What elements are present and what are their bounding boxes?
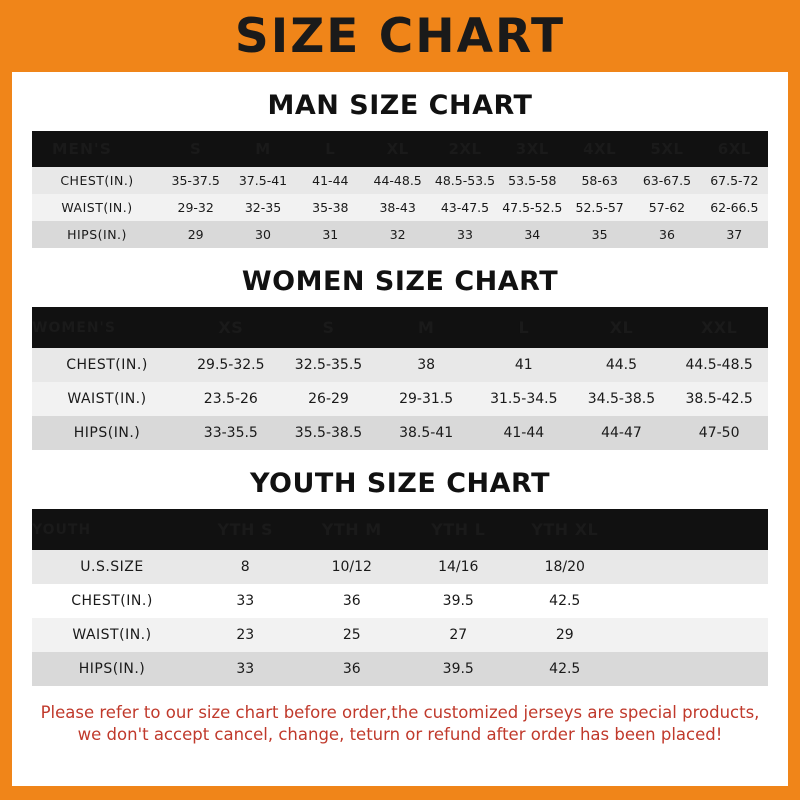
cell: 29-31.5 — [399, 391, 454, 407]
men-table-header-row — [32, 131, 768, 167]
women-header-cell: WOMEN'S — [32, 319, 116, 336]
cell: 32.5-35.5 — [294, 357, 363, 373]
men-header-cell: MEN'S — [52, 140, 112, 158]
women-size-table — [32, 307, 768, 450]
women-header-cell: L — [518, 318, 530, 337]
cell: 35 — [591, 227, 608, 242]
cell: 38.5-41 — [399, 425, 454, 441]
women-header-cell: XXL — [700, 318, 738, 337]
cell: 36 — [659, 227, 675, 242]
cell: 38.5-42.5 — [685, 391, 753, 407]
men-header-cell: 4XL — [583, 140, 617, 158]
cell-spacer — [618, 652, 768, 686]
youth-header-cell: YTH M — [321, 520, 382, 539]
cell: 25 — [342, 627, 361, 643]
cell: 58-63 — [581, 173, 618, 188]
cell: 43-47.5 — [440, 200, 490, 215]
cell: 37.5-41 — [238, 173, 288, 188]
banner — [0, 0, 800, 72]
cell: 31.5-34.5 — [490, 391, 558, 407]
cell: 29.5-32.5 — [197, 357, 265, 373]
cell: 44.5 — [605, 357, 638, 373]
women-header-cell: S — [322, 318, 335, 337]
youth-header-cell: YTH XL — [531, 520, 599, 539]
row-label: WAIST(IN.) — [61, 200, 133, 215]
cell: 10/12 — [331, 559, 372, 575]
cell: 33-35.5 — [203, 425, 258, 441]
cell: 29-32 — [177, 200, 214, 215]
cell: 33 — [457, 227, 473, 242]
row-label: WAIST(IN.) — [67, 391, 147, 407]
cell: 14/16 — [438, 559, 479, 575]
cell: 33 — [236, 661, 255, 677]
row-label: WAIST(IN.) — [72, 627, 152, 643]
cell: 18/20 — [544, 559, 585, 575]
men-header-cell: 6XL — [717, 140, 751, 158]
youth-table-header-row — [32, 509, 768, 550]
men-header-cell: L — [325, 140, 336, 158]
table-row — [32, 348, 768, 382]
cell: 67.5-72 — [710, 173, 759, 188]
youth-section-title: YOUTH SIZE CHART — [249, 468, 551, 499]
men-header-cell: XL — [386, 140, 409, 158]
women-header-cell: XL — [609, 318, 634, 337]
cell: 39.5 — [442, 661, 474, 677]
cell: 35.5-38.5 — [294, 425, 363, 441]
men-header-cell: 3XL — [515, 140, 549, 158]
row-label: HIPS(IN.) — [67, 227, 127, 242]
youth-header-cell: YOUTH — [32, 521, 92, 538]
footer-note — [32, 702, 768, 747]
row-label: CHEST(IN.) — [60, 173, 134, 188]
cell: 44.5-48.5 — [685, 357, 753, 373]
cell: 38 — [417, 357, 436, 373]
men-section-title: MAN SIZE CHART — [267, 90, 533, 121]
table-row — [32, 382, 768, 416]
cell: 23.5-26 — [203, 391, 258, 407]
row-label: U.S.SIZE — [80, 559, 144, 575]
men-header-cell: 2XL — [448, 140, 482, 158]
men-header-cell: S — [190, 140, 202, 158]
cell: 32-35 — [244, 200, 282, 215]
row-label: HIPS(IN.) — [73, 425, 141, 441]
row-label: HIPS(IN.) — [78, 661, 146, 677]
men-size-table — [32, 131, 768, 248]
cell: 34.5-38.5 — [587, 391, 656, 407]
row-label: CHEST(IN.) — [66, 357, 148, 373]
table-row — [32, 167, 768, 194]
table-row — [32, 584, 768, 618]
women-table-header-row — [32, 307, 768, 348]
youth-header-spacer — [618, 509, 768, 550]
bottom-accent-bar — [0, 786, 800, 800]
cell: 53.5-58 — [508, 173, 557, 188]
cell: 42.5 — [549, 593, 581, 609]
cell: 47-50 — [698, 425, 740, 441]
cell: 48.5-53.5 — [434, 173, 496, 188]
cell: 36 — [342, 661, 361, 677]
women-section-title: WOMEN SIZE CHART — [241, 266, 559, 297]
men-header-cell: M — [255, 140, 271, 158]
men-header-cell: 5XL — [650, 140, 684, 158]
cell: 47.5-52.5 — [502, 200, 563, 215]
youth-header-cell: YTH S — [217, 520, 273, 539]
table-row — [32, 618, 768, 652]
cell: 33 — [236, 593, 255, 609]
row-label: CHEST(IN.) — [71, 593, 153, 609]
cell: 27 — [449, 627, 468, 643]
table-row — [32, 550, 768, 584]
cell-spacer — [618, 584, 768, 618]
youth-size-table — [32, 509, 768, 686]
table-row — [32, 194, 768, 221]
women-header-cell: M — [417, 318, 435, 337]
cell: 63-67.5 — [642, 173, 692, 188]
footer-note-line1: Please refer to our size chart before order,the customized jerseys are special products, — [40, 703, 760, 722]
cell-spacer — [618, 550, 768, 584]
cell: 41-44 — [312, 173, 349, 188]
cell: 44-47 — [601, 425, 642, 441]
cell: 34 — [524, 227, 541, 242]
cell: 29 — [187, 227, 204, 242]
cell: 42.5 — [549, 661, 581, 677]
women-header-cell: XS — [218, 318, 244, 337]
cell: 32 — [389, 227, 406, 242]
cell: 44-48.5 — [373, 173, 422, 188]
cell: 35-37.5 — [171, 173, 220, 188]
cell: 26-29 — [308, 391, 349, 407]
cell: 36 — [342, 593, 361, 609]
cell: 23 — [236, 627, 255, 643]
youth-header-cell: YTH L — [431, 520, 486, 539]
footer-note-line2: we don't accept cancel, change, teturn or refund after order has been placed! — [77, 725, 723, 745]
cell: 38-43 — [379, 200, 416, 215]
content — [12, 90, 788, 747]
cell: 52.5-57 — [575, 200, 624, 215]
cell-spacer — [618, 618, 768, 652]
table-row — [32, 416, 768, 450]
cell: 31 — [322, 227, 339, 242]
cell: 39.5 — [442, 593, 474, 609]
cell: 8 — [240, 559, 250, 575]
page-title: SIZE CHART — [234, 8, 566, 64]
cell: 41-44 — [503, 425, 545, 441]
table-row — [32, 221, 768, 248]
cell: 30 — [255, 227, 271, 242]
cell: 57-62 — [648, 200, 686, 215]
cell: 41 — [514, 357, 533, 373]
cell: 37 — [726, 227, 743, 242]
cell: 62-66.5 — [710, 200, 759, 215]
table-row — [32, 652, 768, 686]
cell: 29 — [555, 627, 574, 643]
cell: 35-38 — [312, 200, 349, 215]
